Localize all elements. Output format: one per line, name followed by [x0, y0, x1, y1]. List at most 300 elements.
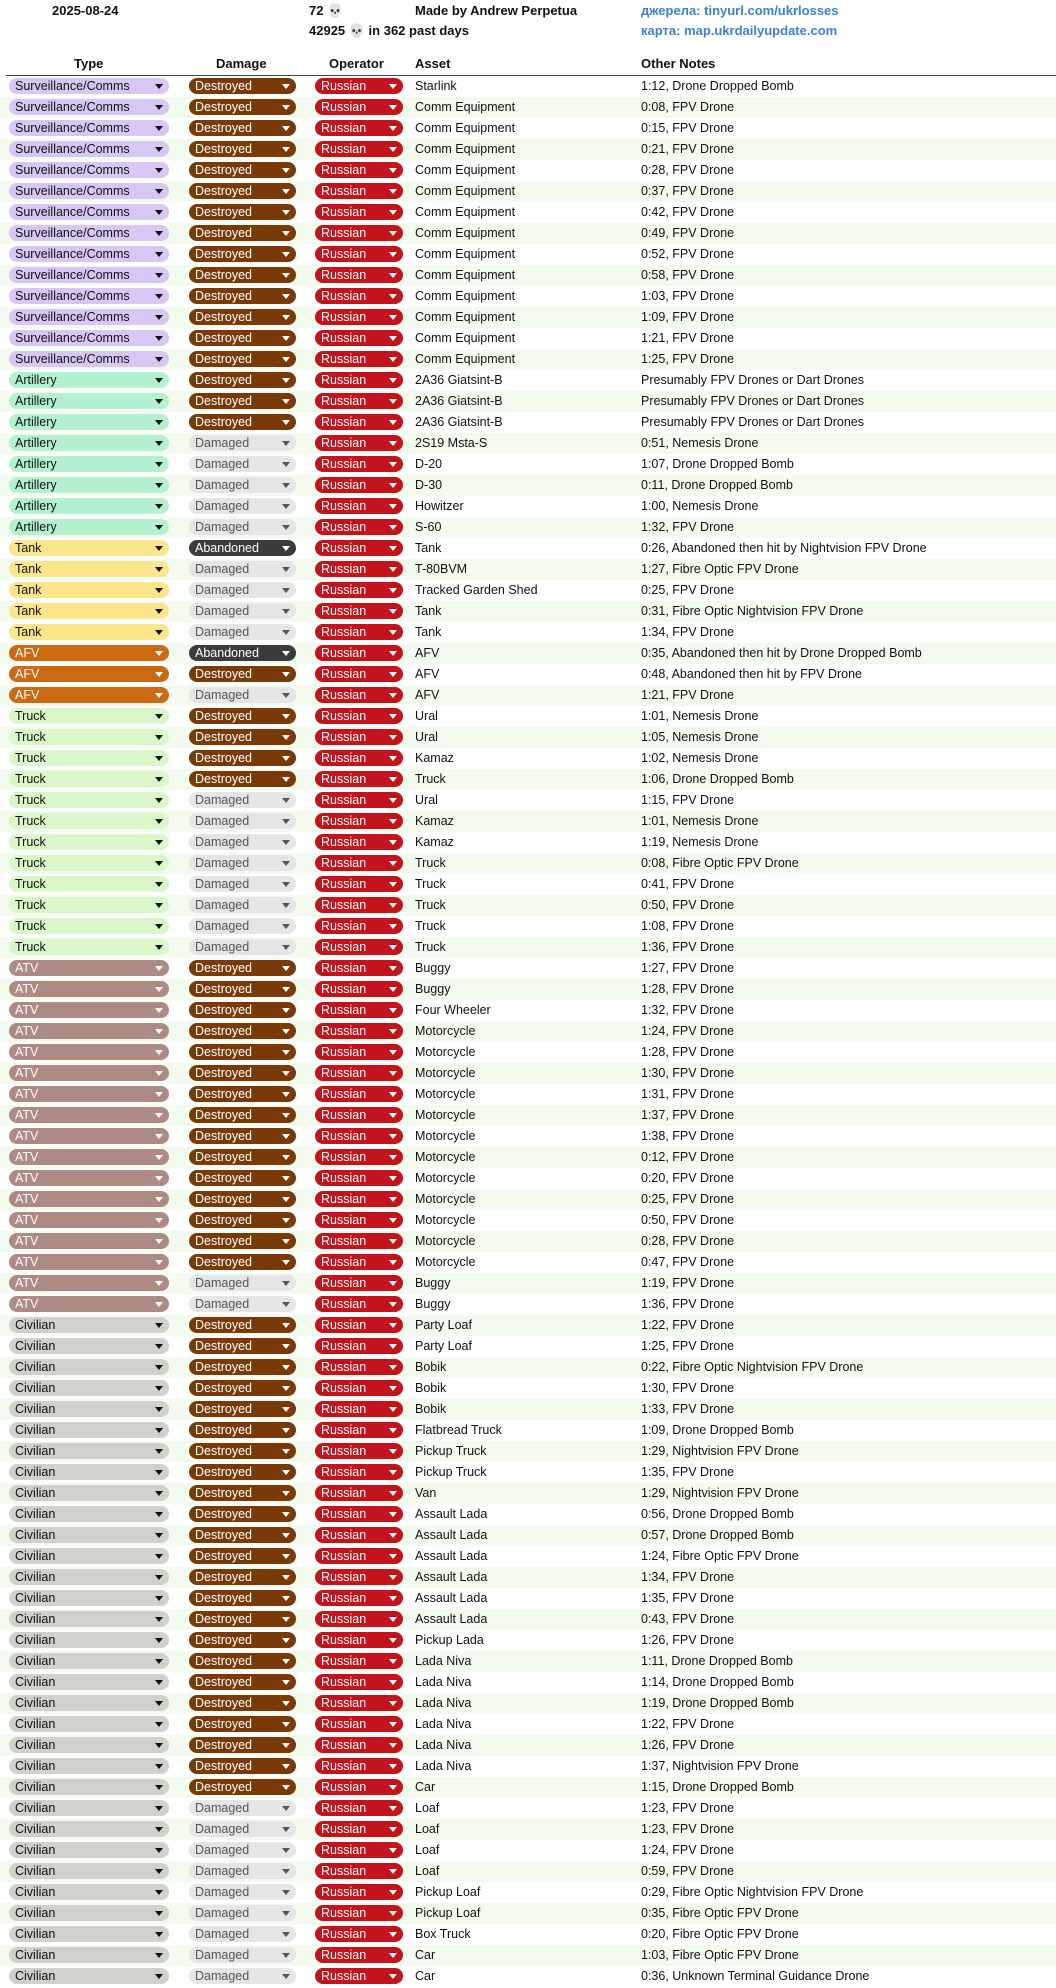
- type-dropdown[interactable]: [9, 750, 169, 766]
- damage-dropdown[interactable]: [189, 1380, 296, 1396]
- type-dropdown-label: Surveillance/Comms: [15, 142, 130, 156]
- operator-dropdown[interactable]: [315, 540, 403, 556]
- type-dropdown[interactable]: [9, 78, 169, 94]
- damage-dropdown[interactable]: [189, 1926, 296, 1942]
- operator-dropdown[interactable]: [315, 78, 403, 94]
- operator-dropdown[interactable]: [315, 1380, 403, 1396]
- type-dropdown[interactable]: [9, 918, 169, 934]
- type-dropdown[interactable]: [9, 372, 169, 388]
- damage-dropdown[interactable]: [189, 582, 296, 598]
- type-dropdown[interactable]: [9, 960, 169, 976]
- type-dropdown[interactable]: [9, 204, 169, 220]
- operator-dropdown[interactable]: [315, 99, 403, 115]
- operator-dropdown[interactable]: [315, 624, 403, 640]
- damage-dropdown[interactable]: [189, 1611, 296, 1627]
- type-dropdown[interactable]: [9, 1317, 169, 1333]
- operator-dropdown[interactable]: [315, 708, 403, 724]
- type-dropdown[interactable]: [9, 309, 169, 325]
- operator-dropdown[interactable]: [315, 288, 403, 304]
- type-dropdown-label: Truck: [15, 856, 46, 870]
- type-dropdown[interactable]: [9, 1107, 169, 1123]
- type-dropdown[interactable]: [9, 1233, 169, 1249]
- type-dropdown[interactable]: [9, 519, 169, 535]
- damage-dropdown[interactable]: [189, 1065, 296, 1081]
- type-dropdown[interactable]: [9, 792, 169, 808]
- damage-dropdown[interactable]: [189, 435, 296, 451]
- operator-dropdown-label: Russian: [321, 1339, 367, 1353]
- type-dropdown[interactable]: [9, 582, 169, 598]
- type-dropdown[interactable]: [9, 435, 169, 451]
- operator-dropdown[interactable]: [315, 225, 403, 241]
- type-dropdown[interactable]: [9, 1821, 169, 1837]
- damage-dropdown[interactable]: [189, 330, 296, 346]
- damage-dropdown[interactable]: [189, 897, 296, 913]
- damage-dropdown[interactable]: [189, 645, 296, 661]
- operator-dropdown[interactable]: [315, 1107, 403, 1123]
- type-dropdown[interactable]: [9, 414, 169, 430]
- operator-dropdown[interactable]: [315, 792, 403, 808]
- operator-dropdown[interactable]: [315, 1674, 403, 1690]
- damage-dropdown[interactable]: [189, 1023, 296, 1039]
- type-dropdown[interactable]: [9, 1800, 169, 1816]
- operator-dropdown[interactable]: [315, 120, 403, 136]
- operator-dropdown[interactable]: [315, 750, 403, 766]
- operator-dropdown[interactable]: [315, 1821, 403, 1837]
- operator-dropdown[interactable]: [315, 1338, 403, 1354]
- damage-dropdown[interactable]: [189, 1443, 296, 1459]
- type-dropdown[interactable]: [9, 834, 169, 850]
- damage-dropdown[interactable]: [189, 1569, 296, 1585]
- operator-dropdown[interactable]: [315, 1464, 403, 1480]
- damage-dropdown[interactable]: [189, 1884, 296, 1900]
- damage-dropdown[interactable]: [189, 561, 296, 577]
- chevron-down-icon: [282, 1386, 290, 1391]
- operator-dropdown[interactable]: [315, 204, 403, 220]
- type-dropdown[interactable]: [9, 1506, 169, 1522]
- damage-dropdown[interactable]: [189, 288, 296, 304]
- operator-dropdown[interactable]: [315, 246, 403, 262]
- damage-dropdown[interactable]: [189, 393, 296, 409]
- type-dropdown[interactable]: [9, 141, 169, 157]
- type-dropdown[interactable]: [9, 1905, 169, 1921]
- type-dropdown[interactable]: [9, 813, 169, 829]
- type-dropdown[interactable]: [9, 267, 169, 283]
- type-dropdown[interactable]: [9, 1611, 169, 1627]
- type-dropdown[interactable]: [9, 1128, 169, 1144]
- damage-dropdown[interactable]: [189, 855, 296, 871]
- type-dropdown[interactable]: [9, 183, 169, 199]
- chevron-down-icon: [282, 1050, 290, 1055]
- operator-dropdown[interactable]: [315, 1695, 403, 1711]
- damage-dropdown-label: Destroyed: [195, 1192, 252, 1206]
- damage-dropdown[interactable]: [189, 120, 296, 136]
- operator-dropdown[interactable]: [315, 372, 403, 388]
- damage-dropdown[interactable]: [189, 1401, 296, 1417]
- damage-dropdown[interactable]: [189, 78, 296, 94]
- operator-dropdown[interactable]: [315, 267, 403, 283]
- type-dropdown[interactable]: [9, 1674, 169, 1690]
- damage-dropdown[interactable]: [189, 1275, 296, 1291]
- type-dropdown[interactable]: [9, 1737, 169, 1753]
- damage-dropdown[interactable]: [189, 960, 296, 976]
- damage-dropdown[interactable]: [189, 477, 296, 493]
- type-dropdown[interactable]: [9, 246, 169, 262]
- type-dropdown-label: AFV: [15, 646, 40, 660]
- operator-dropdown[interactable]: [315, 1716, 403, 1732]
- type-dropdown[interactable]: [9, 1149, 169, 1165]
- type-dropdown[interactable]: [9, 1401, 169, 1417]
- operator-dropdown[interactable]: [315, 1611, 403, 1627]
- type-dropdown[interactable]: [9, 1695, 169, 1711]
- operator-dropdown[interactable]: [315, 1443, 403, 1459]
- damage-dropdown[interactable]: [189, 1317, 296, 1333]
- damage-dropdown[interactable]: [189, 1128, 296, 1144]
- operator-dropdown[interactable]: [315, 1002, 403, 1018]
- damage-dropdown[interactable]: [189, 771, 296, 787]
- damage-dropdown[interactable]: [189, 1212, 296, 1228]
- damage-dropdown[interactable]: [189, 1674, 296, 1690]
- type-dropdown[interactable]: [9, 1359, 169, 1375]
- operator-dropdown[interactable]: [315, 1065, 403, 1081]
- operator-dropdown[interactable]: [315, 1170, 403, 1186]
- operator-dropdown[interactable]: [315, 1485, 403, 1501]
- operator-dropdown[interactable]: [315, 1212, 403, 1228]
- damage-dropdown[interactable]: [189, 729, 296, 745]
- chevron-down-icon: [389, 1050, 397, 1055]
- damage-dropdown[interactable]: [189, 1254, 296, 1270]
- operator-dropdown[interactable]: [315, 183, 403, 199]
- type-dropdown[interactable]: [9, 1170, 169, 1186]
- operator-dropdown[interactable]: [315, 1548, 403, 1564]
- type-dropdown[interactable]: [9, 477, 169, 493]
- operator-dropdown[interactable]: [315, 1254, 403, 1270]
- operator-dropdown[interactable]: [315, 876, 403, 892]
- type-dropdown[interactable]: [9, 1569, 169, 1585]
- operator-dropdown-label: Russian: [321, 1465, 367, 1479]
- operator-dropdown-label: Russian: [321, 1591, 367, 1605]
- type-dropdown[interactable]: [9, 645, 169, 661]
- operator-dropdown[interactable]: [315, 1653, 403, 1669]
- damage-dropdown[interactable]: [189, 1779, 296, 1795]
- damage-dropdown[interactable]: [189, 1422, 296, 1438]
- damage-dropdown[interactable]: [189, 1695, 296, 1711]
- damage-dropdown[interactable]: [189, 918, 296, 934]
- type-dropdown[interactable]: [9, 1884, 169, 1900]
- type-dropdown-label: ATV: [15, 1045, 39, 1059]
- type-dropdown[interactable]: [9, 1716, 169, 1732]
- type-dropdown[interactable]: [9, 855, 169, 871]
- operator-dropdown[interactable]: [315, 1863, 403, 1879]
- asset-cell: Assault Lada: [415, 1507, 488, 1521]
- type-dropdown[interactable]: [9, 1002, 169, 1018]
- damage-dropdown[interactable]: [189, 162, 296, 178]
- type-dropdown[interactable]: [9, 1758, 169, 1774]
- type-dropdown[interactable]: [9, 1380, 169, 1396]
- damage-dropdown[interactable]: [189, 1338, 296, 1354]
- type-dropdown[interactable]: [9, 687, 169, 703]
- type-dropdown[interactable]: [9, 1212, 169, 1228]
- type-dropdown[interactable]: [9, 939, 169, 955]
- type-dropdown[interactable]: [9, 1590, 169, 1606]
- type-dropdown[interactable]: [9, 1065, 169, 1081]
- damage-dropdown[interactable]: [189, 1548, 296, 1564]
- damage-dropdown[interactable]: [189, 1905, 296, 1921]
- chevron-down-icon: [155, 693, 163, 698]
- operator-dropdown[interactable]: [315, 1044, 403, 1060]
- damage-dropdown[interactable]: [189, 939, 296, 955]
- operator-dropdown[interactable]: [315, 771, 403, 787]
- asset-cell: Pickup Loaf: [415, 1885, 481, 1899]
- damage-dropdown[interactable]: [189, 1107, 296, 1123]
- operator-dropdown[interactable]: [315, 855, 403, 871]
- type-dropdown[interactable]: [9, 162, 169, 178]
- damage-dropdown[interactable]: [189, 1527, 296, 1543]
- operator-dropdown[interactable]: [315, 1128, 403, 1144]
- type-dropdown[interactable]: [9, 1632, 169, 1648]
- type-dropdown[interactable]: [9, 666, 169, 682]
- operator-dropdown[interactable]: [315, 666, 403, 682]
- damage-dropdown[interactable]: [189, 981, 296, 997]
- damage-dropdown[interactable]: [189, 456, 296, 472]
- operator-dropdown[interactable]: [315, 1191, 403, 1207]
- damage-dropdown[interactable]: [189, 141, 296, 157]
- table-row: [0, 1903, 1056, 1924]
- type-dropdown[interactable]: [9, 876, 169, 892]
- type-dropdown[interactable]: [9, 393, 169, 409]
- type-dropdown[interactable]: [9, 603, 169, 619]
- type-dropdown[interactable]: [9, 351, 169, 367]
- damage-dropdown[interactable]: [189, 1044, 296, 1060]
- type-dropdown[interactable]: [9, 1086, 169, 1102]
- chevron-down-icon: [389, 273, 397, 278]
- type-dropdown[interactable]: [9, 1863, 169, 1879]
- type-dropdown[interactable]: [9, 1443, 169, 1459]
- type-dropdown[interactable]: [9, 1422, 169, 1438]
- operator-dropdown[interactable]: [315, 1275, 403, 1291]
- operator-dropdown[interactable]: [315, 519, 403, 535]
- type-dropdown[interactable]: [9, 729, 169, 745]
- damage-dropdown[interactable]: [189, 351, 296, 367]
- damage-dropdown[interactable]: [189, 1086, 296, 1102]
- type-dropdown[interactable]: [9, 1254, 169, 1270]
- operator-dropdown[interactable]: [315, 1758, 403, 1774]
- asset-cell: Motorcycle: [415, 1234, 476, 1248]
- damage-dropdown[interactable]: [189, 99, 296, 115]
- operator-dropdown[interactable]: [315, 1569, 403, 1585]
- operator-dropdown[interactable]: [315, 1086, 403, 1102]
- operator-dropdown[interactable]: [315, 1926, 403, 1942]
- damage-dropdown[interactable]: [189, 708, 296, 724]
- damage-dropdown[interactable]: [189, 687, 296, 703]
- type-dropdown[interactable]: [9, 1779, 169, 1795]
- operator-dropdown[interactable]: [315, 351, 403, 367]
- operator-dropdown[interactable]: [315, 939, 403, 955]
- operator-dropdown[interactable]: [315, 729, 403, 745]
- notes-cell: 1:03, Fibre Optic FPV Drone: [641, 1948, 799, 1962]
- operator-dropdown[interactable]: [315, 918, 403, 934]
- operator-dropdown[interactable]: [315, 1527, 403, 1543]
- type-dropdown[interactable]: [9, 330, 169, 346]
- damage-dropdown[interactable]: [189, 1233, 296, 1249]
- damage-dropdown[interactable]: [189, 603, 296, 619]
- chevron-down-icon: [155, 210, 163, 215]
- operator-dropdown[interactable]: [315, 582, 403, 598]
- type-dropdown[interactable]: [9, 225, 169, 241]
- operator-dropdown[interactable]: [315, 1590, 403, 1606]
- type-dropdown[interactable]: [9, 561, 169, 577]
- type-dropdown[interactable]: [9, 1023, 169, 1039]
- type-dropdown[interactable]: [9, 1653, 169, 1669]
- damage-dropdown[interactable]: [189, 1359, 296, 1375]
- operator-dropdown[interactable]: [315, 1233, 403, 1249]
- damage-dropdown[interactable]: [189, 1485, 296, 1501]
- damage-dropdown[interactable]: [189, 246, 296, 262]
- damage-dropdown[interactable]: [189, 1002, 296, 1018]
- type-dropdown[interactable]: [9, 1275, 169, 1291]
- type-dropdown[interactable]: [9, 1842, 169, 1858]
- operator-dropdown[interactable]: [315, 162, 403, 178]
- damage-dropdown[interactable]: [189, 1590, 296, 1606]
- operator-dropdown[interactable]: [315, 1023, 403, 1039]
- operator-dropdown[interactable]: [315, 1149, 403, 1165]
- sources-link[interactable]: джерела: tinyurl.com/ukrlosses: [641, 3, 839, 18]
- type-dropdown[interactable]: [9, 771, 169, 787]
- operator-dropdown[interactable]: [315, 1737, 403, 1753]
- type-dropdown[interactable]: [9, 120, 169, 136]
- damage-dropdown[interactable]: [189, 309, 296, 325]
- type-dropdown[interactable]: [9, 1191, 169, 1207]
- operator-dropdown[interactable]: [315, 960, 403, 976]
- operator-dropdown[interactable]: [315, 897, 403, 913]
- operator-dropdown[interactable]: [315, 1296, 403, 1312]
- damage-dropdown[interactable]: [189, 1149, 296, 1165]
- operator-dropdown[interactable]: [315, 1779, 403, 1795]
- damage-dropdown[interactable]: [189, 1947, 296, 1963]
- damage-dropdown[interactable]: [189, 876, 296, 892]
- damage-dropdown[interactable]: [189, 183, 296, 199]
- operator-dropdown[interactable]: [315, 1422, 403, 1438]
- operator-dropdown[interactable]: [315, 561, 403, 577]
- damage-dropdown[interactable]: [189, 267, 296, 283]
- asset-cell: AFV: [415, 646, 440, 660]
- type-dropdown[interactable]: [9, 1044, 169, 1060]
- operator-dropdown[interactable]: [315, 645, 403, 661]
- type-dropdown[interactable]: [9, 288, 169, 304]
- damage-dropdown[interactable]: [189, 1464, 296, 1480]
- damage-dropdown[interactable]: [189, 1821, 296, 1837]
- operator-dropdown[interactable]: [315, 435, 403, 451]
- type-dropdown[interactable]: [9, 99, 169, 115]
- damage-dropdown[interactable]: [189, 1632, 296, 1648]
- type-dropdown[interactable]: [9, 1947, 169, 1963]
- type-dropdown[interactable]: [9, 1548, 169, 1564]
- damage-dropdown[interactable]: [189, 813, 296, 829]
- damage-dropdown[interactable]: [189, 624, 296, 640]
- operator-dropdown[interactable]: [315, 1842, 403, 1858]
- map-link[interactable]: карта: map.ukrdailyupdate.com: [641, 23, 838, 38]
- type-dropdown[interactable]: [9, 1464, 169, 1480]
- type-dropdown[interactable]: [9, 1296, 169, 1312]
- type-dropdown[interactable]: [9, 1485, 169, 1501]
- damage-dropdown[interactable]: [189, 1842, 296, 1858]
- operator-dropdown[interactable]: [315, 414, 403, 430]
- damage-dropdown[interactable]: [189, 1296, 296, 1312]
- operator-dropdown[interactable]: [315, 141, 403, 157]
- damage-dropdown[interactable]: [189, 1758, 296, 1774]
- type-dropdown[interactable]: [9, 1926, 169, 1942]
- operator-dropdown[interactable]: [315, 1800, 403, 1816]
- damage-dropdown[interactable]: [189, 540, 296, 556]
- operator-dropdown[interactable]: [315, 1905, 403, 1921]
- damage-dropdown[interactable]: [189, 750, 296, 766]
- operator-dropdown[interactable]: [315, 687, 403, 703]
- operator-dropdown[interactable]: [315, 393, 403, 409]
- type-dropdown[interactable]: [9, 708, 169, 724]
- chevron-down-icon: [282, 1974, 290, 1979]
- damage-dropdown[interactable]: [189, 1191, 296, 1207]
- operator-dropdown[interactable]: [315, 456, 403, 472]
- operator-dropdown[interactable]: [315, 1506, 403, 1522]
- type-dropdown[interactable]: [9, 624, 169, 640]
- type-dropdown[interactable]: [9, 498, 169, 514]
- operator-dropdown[interactable]: [315, 1947, 403, 1963]
- operator-dropdown[interactable]: [315, 981, 403, 997]
- chevron-down-icon: [282, 1029, 290, 1034]
- damage-dropdown[interactable]: [189, 1170, 296, 1186]
- damage-dropdown[interactable]: [189, 1506, 296, 1522]
- damage-dropdown[interactable]: [189, 792, 296, 808]
- damage-dropdown[interactable]: [189, 1716, 296, 1732]
- operator-dropdown[interactable]: [315, 309, 403, 325]
- damage-dropdown[interactable]: [189, 1800, 296, 1816]
- damage-dropdown[interactable]: [189, 519, 296, 535]
- operator-dropdown[interactable]: [315, 498, 403, 514]
- operator-dropdown[interactable]: [315, 1884, 403, 1900]
- damage-dropdown[interactable]: [189, 834, 296, 850]
- type-dropdown[interactable]: [9, 981, 169, 997]
- type-dropdown[interactable]: [9, 1338, 169, 1354]
- type-dropdown[interactable]: [9, 456, 169, 472]
- damage-dropdown[interactable]: [189, 204, 296, 220]
- operator-dropdown[interactable]: [315, 1359, 403, 1375]
- operator-dropdown[interactable]: [315, 477, 403, 493]
- operator-dropdown[interactable]: [315, 603, 403, 619]
- chevron-down-icon: [282, 1365, 290, 1370]
- chevron-down-icon: [155, 1764, 163, 1769]
- operator-dropdown[interactable]: [315, 1968, 403, 1984]
- type-dropdown[interactable]: [9, 897, 169, 913]
- operator-dropdown[interactable]: [315, 330, 403, 346]
- type-dropdown[interactable]: [9, 540, 169, 556]
- damage-dropdown[interactable]: [189, 414, 296, 430]
- type-dropdown[interactable]: [9, 1527, 169, 1543]
- damage-dropdown[interactable]: [189, 225, 296, 241]
- damage-dropdown[interactable]: [189, 1737, 296, 1753]
- operator-dropdown[interactable]: [315, 1632, 403, 1648]
- type-dropdown[interactable]: [9, 1968, 169, 1984]
- operator-dropdown[interactable]: [315, 813, 403, 829]
- damage-dropdown[interactable]: [189, 1968, 296, 1984]
- operator-dropdown[interactable]: [315, 834, 403, 850]
- type-dropdown-label: Surveillance/Comms: [15, 247, 130, 261]
- damage-dropdown[interactable]: [189, 1863, 296, 1879]
- operator-dropdown[interactable]: [315, 1317, 403, 1333]
- damage-dropdown[interactable]: [189, 1653, 296, 1669]
- damage-dropdown[interactable]: [189, 666, 296, 682]
- damage-dropdown[interactable]: [189, 372, 296, 388]
- damage-dropdown[interactable]: [189, 498, 296, 514]
- operator-dropdown[interactable]: [315, 1401, 403, 1417]
